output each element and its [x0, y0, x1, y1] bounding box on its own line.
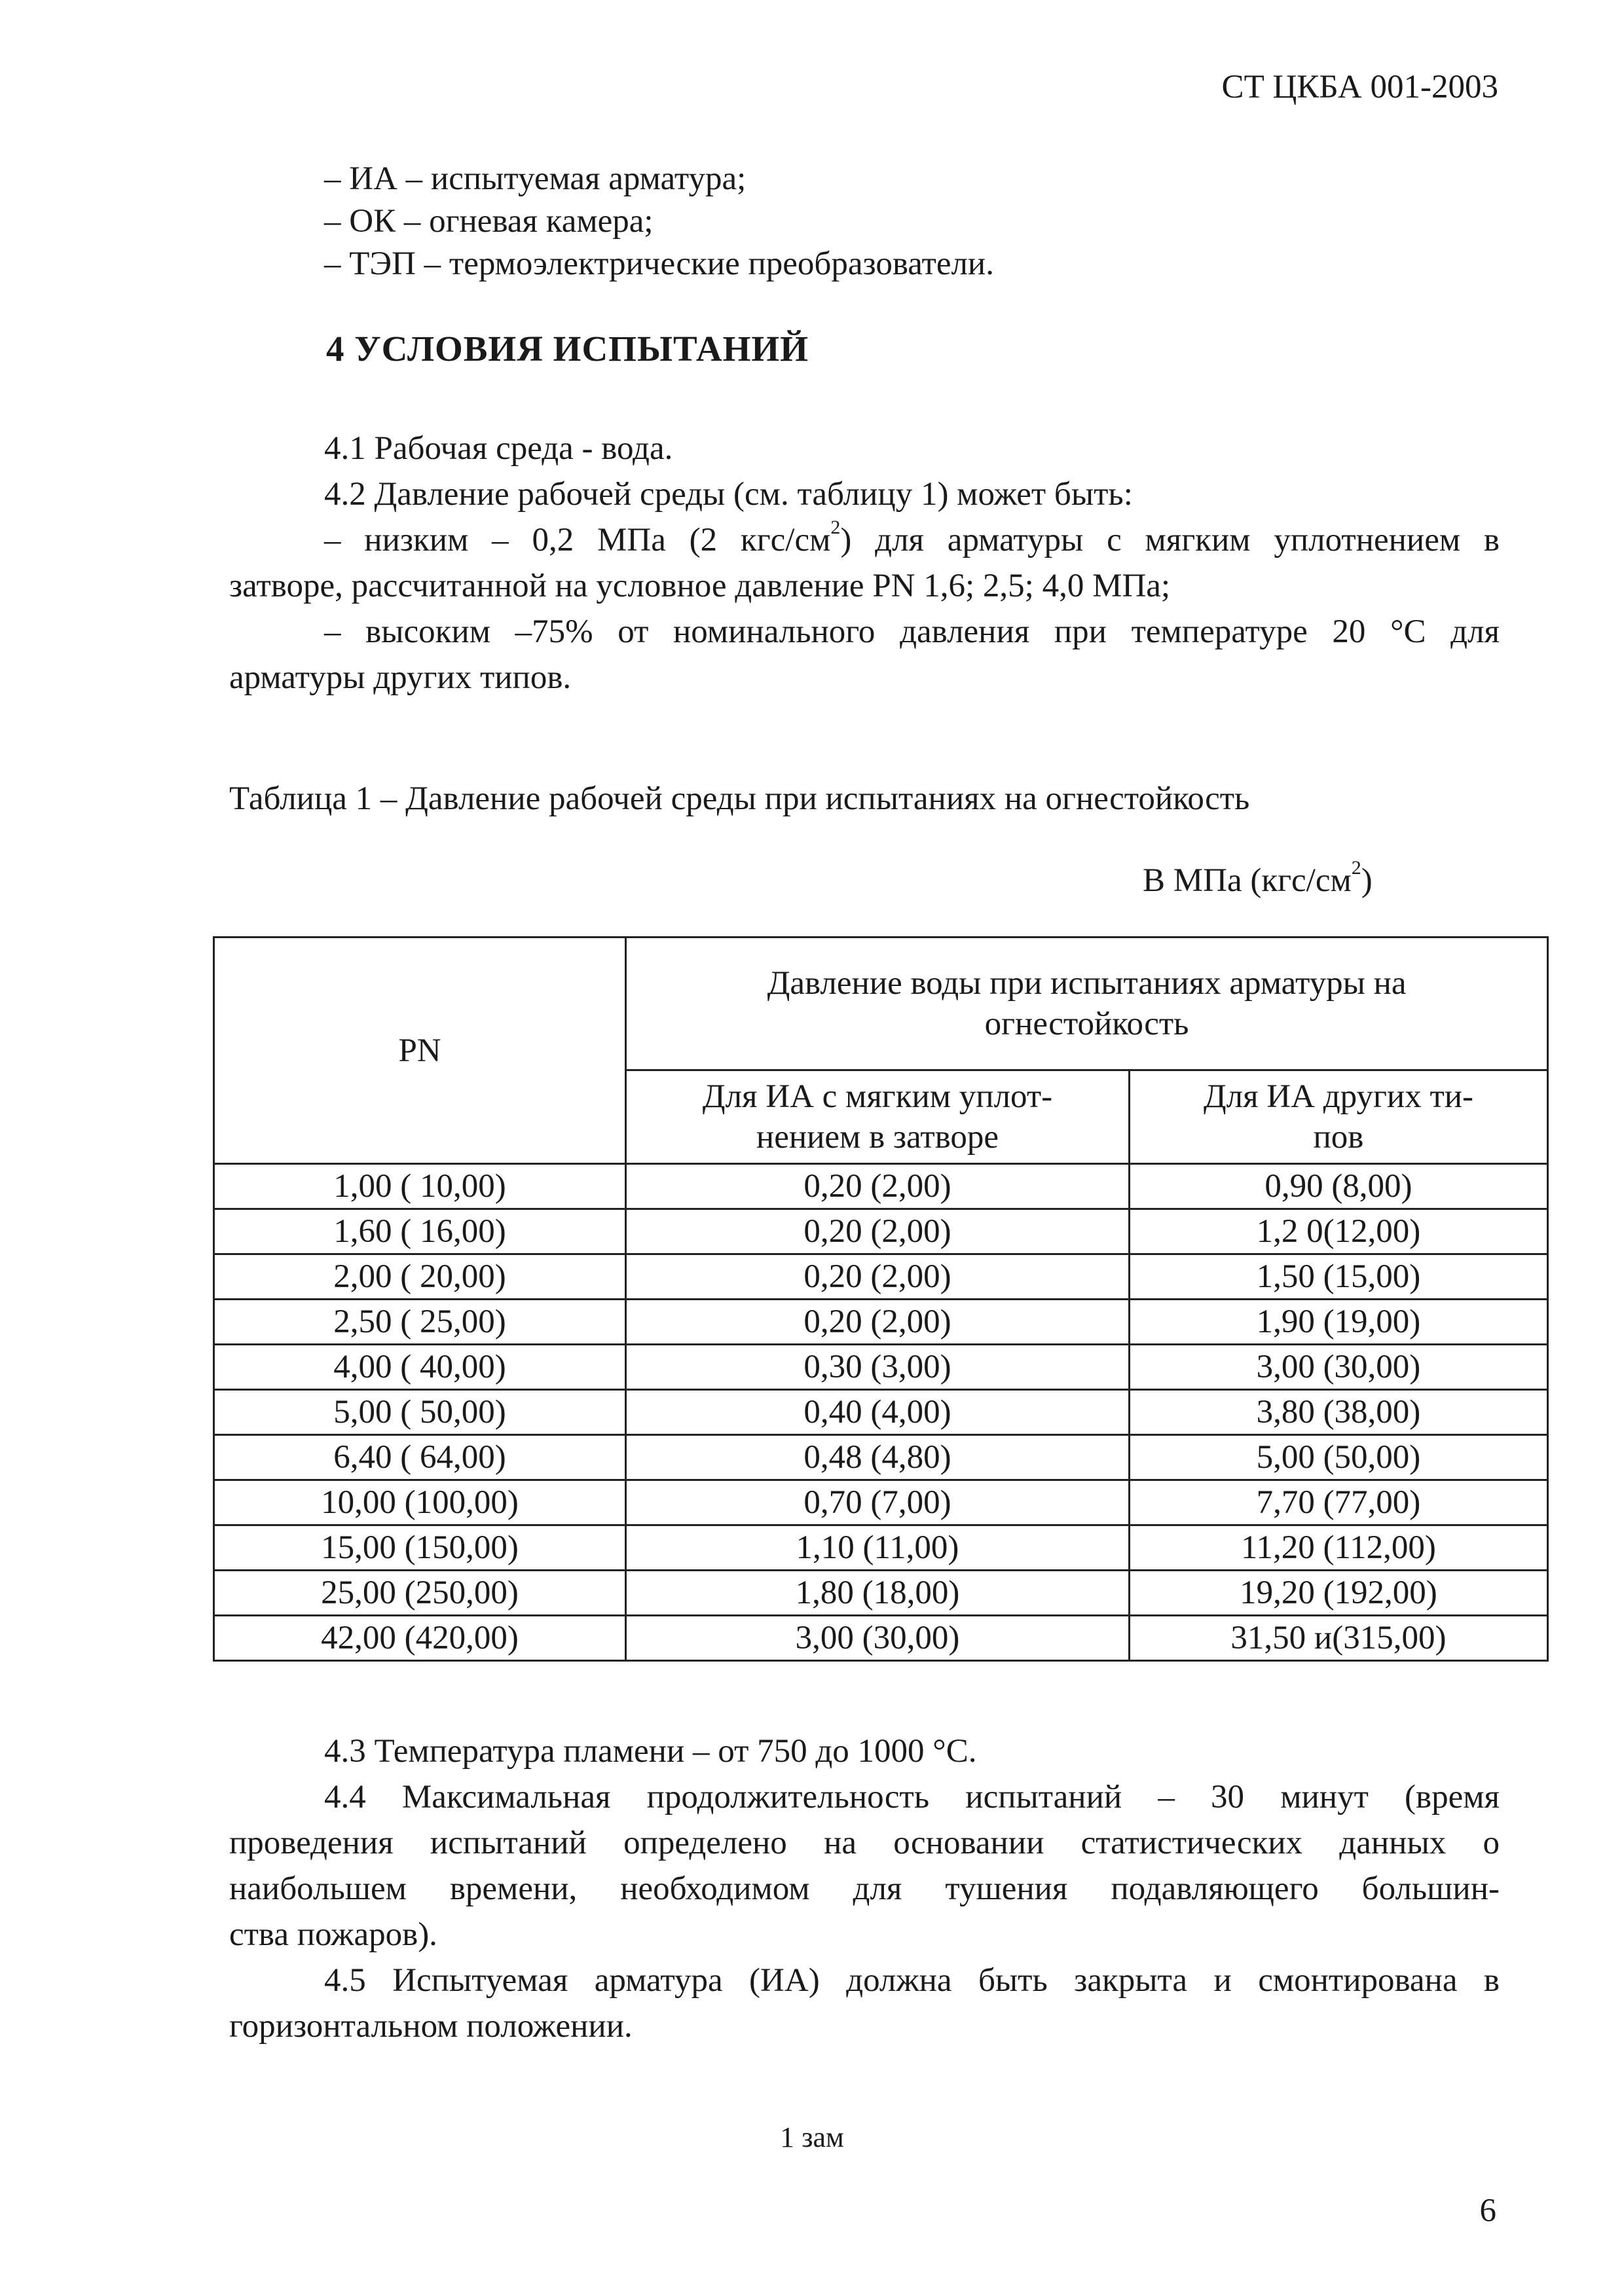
paragraph-4-5-line-2: горизонтальном положении. — [229, 2008, 633, 2045]
cell-soft-seal: 0,20 (2,00) — [626, 1209, 1130, 1254]
cell-soft-seal: 0,20 (2,00) — [626, 1164, 1130, 1209]
table-row — [214, 1164, 1548, 1209]
cell-other-types: 1,50 (15,00) — [1129, 1254, 1547, 1300]
legend-item-tep: – ТЭП – термоэлектрические преобразователи. — [324, 246, 994, 282]
cell-soft-seal: 0,48 (4,80) — [626, 1435, 1130, 1480]
cell-other-types: 3,80 (38,00) — [1129, 1390, 1547, 1435]
paragraph-4-4-line-4: ства пожаров). — [229, 1916, 437, 1953]
legend-item-ok: – ОК – огневая камера; — [324, 203, 654, 240]
header-pn: PN — [214, 938, 626, 1164]
cell-soft-seal: 0,40 (4,00) — [626, 1390, 1130, 1435]
cell-other-types: 0,90 (8,00) — [1129, 1164, 1547, 1209]
cell-soft-seal: 1,10 (11,00) — [626, 1525, 1130, 1571]
cell-pn: 1,60 ( 16,00) — [214, 1209, 626, 1254]
document-number: СТ ЦКБА 001-2003 — [1221, 69, 1498, 105]
paragraph-4-5-line-1: 4.5 Испытуемая арматура (ИА) должна быть закрыта и смонтирована в — [324, 1962, 1500, 1999]
header-other-types: Для ИА других ти- пов — [1129, 1070, 1547, 1164]
low-pressure-line: – низким – 0,2 МПа (2 кгс/$см^2$) для арматуры с мягким уплотнением в — [324, 517, 1500, 558]
table-row — [214, 1480, 1548, 1525]
header-water-pressure: Давление воды при испытаниях арматуры на огнестойкость — [626, 938, 1548, 1070]
paragraph-4-1: 4.1 Рабочая среда - вода. — [324, 430, 673, 467]
cell-pn: 1,00 ( 10,00) — [214, 1164, 626, 1209]
cell-other-types: 19,20 (192,00) — [1129, 1571, 1547, 1616]
paragraph-4-3: 4.3 Температура пламени – от 750 до 1000 °С. — [324, 1733, 977, 1770]
table-body — [214, 1164, 1548, 1661]
high-pressure-line-2: арматуры других типов. — [229, 659, 572, 696]
cell-pn: 42,00 (420,00) — [214, 1616, 626, 1661]
table-row — [214, 1525, 1548, 1571]
cell-other-types: 1,2 0(12,00) — [1129, 1209, 1547, 1254]
cell-pn: 2,00 ( 20,00) — [214, 1254, 626, 1300]
section-heading: 4 УСЛОВИЯ ИСПЫТАНИЙ — [326, 329, 809, 369]
page-number: 6 — [1479, 2193, 1496, 2229]
low-pressure-line-2: затворе, рассчитанной на условное давление PN 1,6; 2,5; 4,0 МПа; — [229, 568, 1171, 604]
paragraph-4-4-line-1: 4.4 Максимальная продолжительность испытаний – 30 минут (время — [324, 1779, 1500, 1815]
cell-pn: 15,00 (150,00) — [214, 1525, 626, 1571]
table-row — [214, 1435, 1548, 1480]
table-row — [214, 1345, 1548, 1390]
table-row — [214, 1254, 1548, 1300]
paragraph-4-4-line-3: наибольшем времени, необходимом для тушения подавляющего большин- — [229, 1870, 1500, 1907]
table-caption: Таблица 1 – Давление рабочей среды при испытаниях на огнестойкость — [229, 780, 1250, 817]
legend-item-ia: – ИА – испытуемая арматура; — [324, 160, 747, 197]
cell-soft-seal: 0,20 (2,00) — [626, 1254, 1130, 1300]
table-row — [214, 1571, 1548, 1616]
header-soft-seal: Для ИА с мягким уплот- нением в затворе — [626, 1070, 1130, 1164]
table-row — [214, 1209, 1548, 1254]
change-note: 1 зам — [780, 2121, 844, 2153]
table-header-row — [214, 938, 1548, 1070]
cell-pn: 6,40 ( 64,00) — [214, 1435, 626, 1480]
cell-soft-seal: 1,80 (18,00) — [626, 1571, 1130, 1616]
cell-other-types: 5,00 (50,00) — [1129, 1435, 1547, 1480]
cell-pn: 2,50 ( 25,00) — [214, 1300, 626, 1345]
table-row — [214, 1300, 1548, 1345]
table-row — [214, 1616, 1548, 1661]
cell-pn: 25,00 (250,00) — [214, 1571, 626, 1616]
cell-other-types: 1,90 (19,00) — [1129, 1300, 1547, 1345]
cell-other-types: 31,50 и(315,00) — [1129, 1616, 1547, 1661]
cell-pn: 5,00 ( 50,00) — [214, 1390, 626, 1435]
paragraph-4-2: 4.2 Давление рабочей среды (см. таблицу 1) может быть: — [324, 476, 1133, 513]
pressure-table — [213, 936, 1549, 1662]
cell-other-types: 11,20 (112,00) — [1129, 1525, 1547, 1571]
table-row — [214, 1390, 1548, 1435]
cell-soft-seal: 0,70 (7,00) — [626, 1480, 1130, 1525]
cell-soft-seal: 3,00 (30,00) — [626, 1616, 1130, 1661]
cell-other-types: 3,00 (30,00) — [1129, 1345, 1547, 1390]
paragraph-4-4-line-2: проведения испытаний определено на основании статистических данных о — [229, 1825, 1500, 1861]
cell-pn: 4,00 ( 40,00) — [214, 1345, 626, 1390]
cell-other-types: 7,70 (77,00) — [1129, 1480, 1547, 1525]
high-pressure-line: – высоким –75% от номинального давления при температуре 20 °С для — [324, 613, 1500, 650]
cell-pn: 10,00 (100,00) — [214, 1480, 626, 1525]
cell-soft-seal: 0,30 (3,00) — [626, 1345, 1130, 1390]
table-units: В МПа $(кгс/см^2)$ — [1143, 857, 1373, 899]
cell-soft-seal: 0,20 (2,00) — [626, 1300, 1130, 1345]
